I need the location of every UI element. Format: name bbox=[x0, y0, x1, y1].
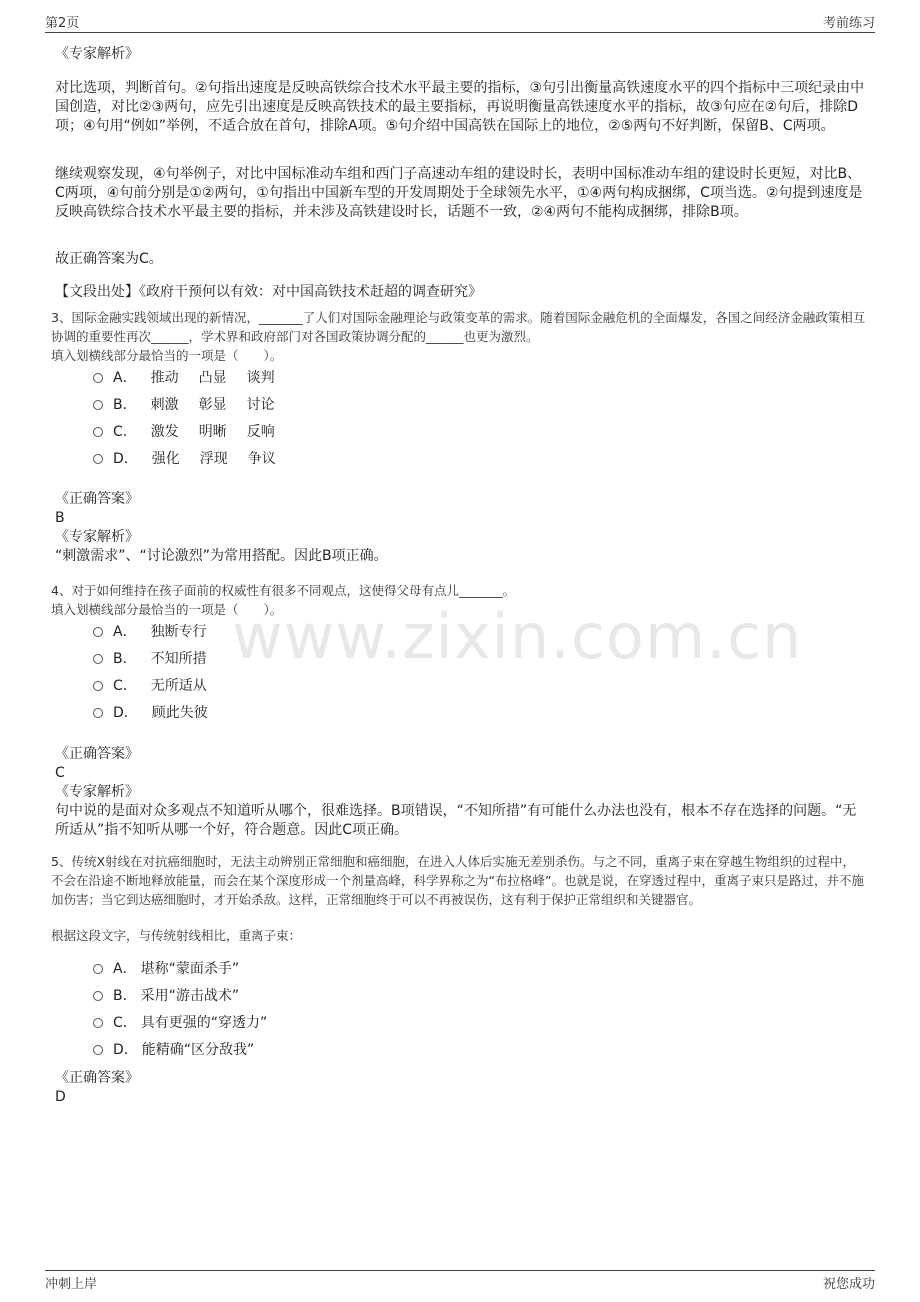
q4-analysis: 句中说的是面对众多观点不知道听从哪个，很难选择。B项错误，“不知所措”有可能什么办法也没有，根本不存在选择的问题。“无所适从”指不知听从哪一个好，符合题意。因此C项正确。 bbox=[55, 803, 857, 838]
radio-icon[interactable] bbox=[93, 654, 103, 664]
radio-icon[interactable] bbox=[93, 681, 103, 691]
q5-option-b[interactable]: B． 采用“游击战术” bbox=[93, 986, 239, 1006]
q2-source: 【文段出处】《政府干预何以有效：对中国高铁技术赶超的调查研究》 bbox=[55, 284, 482, 300]
q3-answer: B bbox=[55, 510, 65, 526]
q3-option-c[interactable]: C． 激发 明晰 反响 bbox=[93, 422, 295, 442]
q3-stem: 3、国际金融实践领域出现的新情况，_______了人们对国际金融理论与政策变革的需求。随着国际金融危机的全面爆发，各国之间经济金融政策相互协调的重要性再次______，学术界和政府部门对各国政策协调分配的______也更为激烈。 bbox=[51, 310, 866, 344]
q4-option-a[interactable]: A． 独断专行 bbox=[93, 622, 207, 642]
radio-icon[interactable] bbox=[93, 373, 103, 383]
q5-answer-label: 《正确答案》 bbox=[55, 1070, 139, 1086]
q5-option-a[interactable]: A． 堪称“蒙面杀手” bbox=[93, 959, 239, 979]
q2-analysis-p1: 对比选项，判断首句。②句指出速度是反映高铁综合技术水平最主要的指标，③句引出衡量高铁速度水平的四个指标中三项纪录由中国创造，对比②③两句，应先引出速度是反映高铁技术的最主要指标，再说明衡量高铁速度水平的指标，故③句应在②句后，排除D项；④句用“例如”举例，不适合放在首句，排除A项。⑤句介绍中国高铁在国际上的地位，②⑤两句不好判断，保留B、C两项。 bbox=[55, 80, 865, 134]
q4-answer-label: 《正确答案》 bbox=[55, 746, 139, 762]
q3-option-a[interactable]: A． 推动 凸显 谈判 bbox=[93, 368, 295, 388]
q3-option-b[interactable]: B． 刺激 彰显 讨论 bbox=[93, 395, 295, 415]
q5-option-d[interactable]: D． 能精确“区分敌我” bbox=[93, 1040, 254, 1060]
radio-icon[interactable] bbox=[93, 1018, 103, 1028]
q4-analysis-label: 《专家解析》 bbox=[55, 784, 139, 800]
radio-icon[interactable] bbox=[93, 627, 103, 637]
radio-icon[interactable] bbox=[93, 427, 103, 437]
radio-icon[interactable] bbox=[93, 708, 103, 718]
header-title: 考前练习 bbox=[822, 16, 875, 31]
q3-analysis-label: 《专家解析》 bbox=[55, 529, 139, 545]
q4-option-b[interactable]: B． 不知所措 bbox=[93, 649, 207, 669]
q4-prompt: 填入划横线部分最恰当的一项是（ ）。 bbox=[51, 602, 283, 617]
footer-right: 祝您成功 bbox=[822, 1277, 875, 1292]
q5-stem: 5、传统X射线在对抗癌细胞时，无法主动辨别正常细胞和癌细胞，在进入人体后实施无差别杀伤。与之不同，重离子束在穿越生物组织的过程中，不会在沿途不断地释放能量，而会在某个深度形成一个剂量高峰，科学界称之为“布拉格峰”。也就是说，在穿透过程中，重离子束只是路过，并不施加伤害；当它到达癌细胞时，才开始杀敌。这样，正常细胞终于可以不再被误伤，这有利于保护正常组织和关键器官。 bbox=[51, 854, 864, 907]
page-header bbox=[45, 12, 875, 33]
q4-stem: 4、对于如何维持在孩子面前的权威性有很多不同观点，这使得父母有点儿_______。 bbox=[51, 583, 516, 598]
q3-prompt: 填入划横线部分最恰当的一项是（ ）。 bbox=[51, 348, 283, 363]
q3-option-d[interactable]: D． 强化 浮现 争议 bbox=[93, 449, 296, 469]
page-number: 第2页 bbox=[45, 16, 80, 31]
q5-option-c[interactable]: C． 具有更强的“穿透力” bbox=[93, 1013, 267, 1033]
q2-analysis-p2: 继续观察发现，④句举例子，对比中国标准动车组和西门子高速动车组的建设时长，表明中国标准动车组的建设时长更短，对比B、C两项，④句前分别是①②两句，①句指出中国新车型的开发周期处于全球领先水平，①④两句构成捆绑，C项当选。②句提到速度是反映高铁综合技术水平最主要的指标，并未涉及高铁建设时长，话题不一致，②④两句不能构成捆绑，排除B项。 bbox=[55, 166, 863, 220]
q3-answer-label: 《正确答案》 bbox=[55, 491, 139, 507]
page-footer bbox=[45, 1270, 875, 1293]
q4-option-c[interactable]: C． 无所适从 bbox=[93, 676, 207, 696]
radio-icon[interactable] bbox=[93, 400, 103, 410]
q5-prompt: 根据这段文字，与传统射线相比，重离子束： bbox=[51, 928, 302, 943]
radio-icon[interactable] bbox=[93, 991, 103, 1001]
q3-analysis: “刺激需求”、“讨论激烈”为常用搭配。因此B项正确。 bbox=[55, 548, 388, 564]
q2-conclusion: 故正确答案为C。 bbox=[55, 251, 163, 267]
radio-icon[interactable] bbox=[93, 964, 103, 974]
radio-icon[interactable] bbox=[93, 454, 103, 464]
q4-answer: C bbox=[55, 765, 65, 781]
q2-analysis-label: 《专家解析》 bbox=[55, 46, 139, 62]
q5-answer: D bbox=[55, 1089, 66, 1105]
watermark: www.zixin.com.cn bbox=[232, 600, 803, 673]
radio-icon[interactable] bbox=[93, 1045, 103, 1055]
q4-option-d[interactable]: D． 顾此失彼 bbox=[93, 703, 208, 723]
footer-left: 冲刺上岸 bbox=[45, 1277, 98, 1292]
